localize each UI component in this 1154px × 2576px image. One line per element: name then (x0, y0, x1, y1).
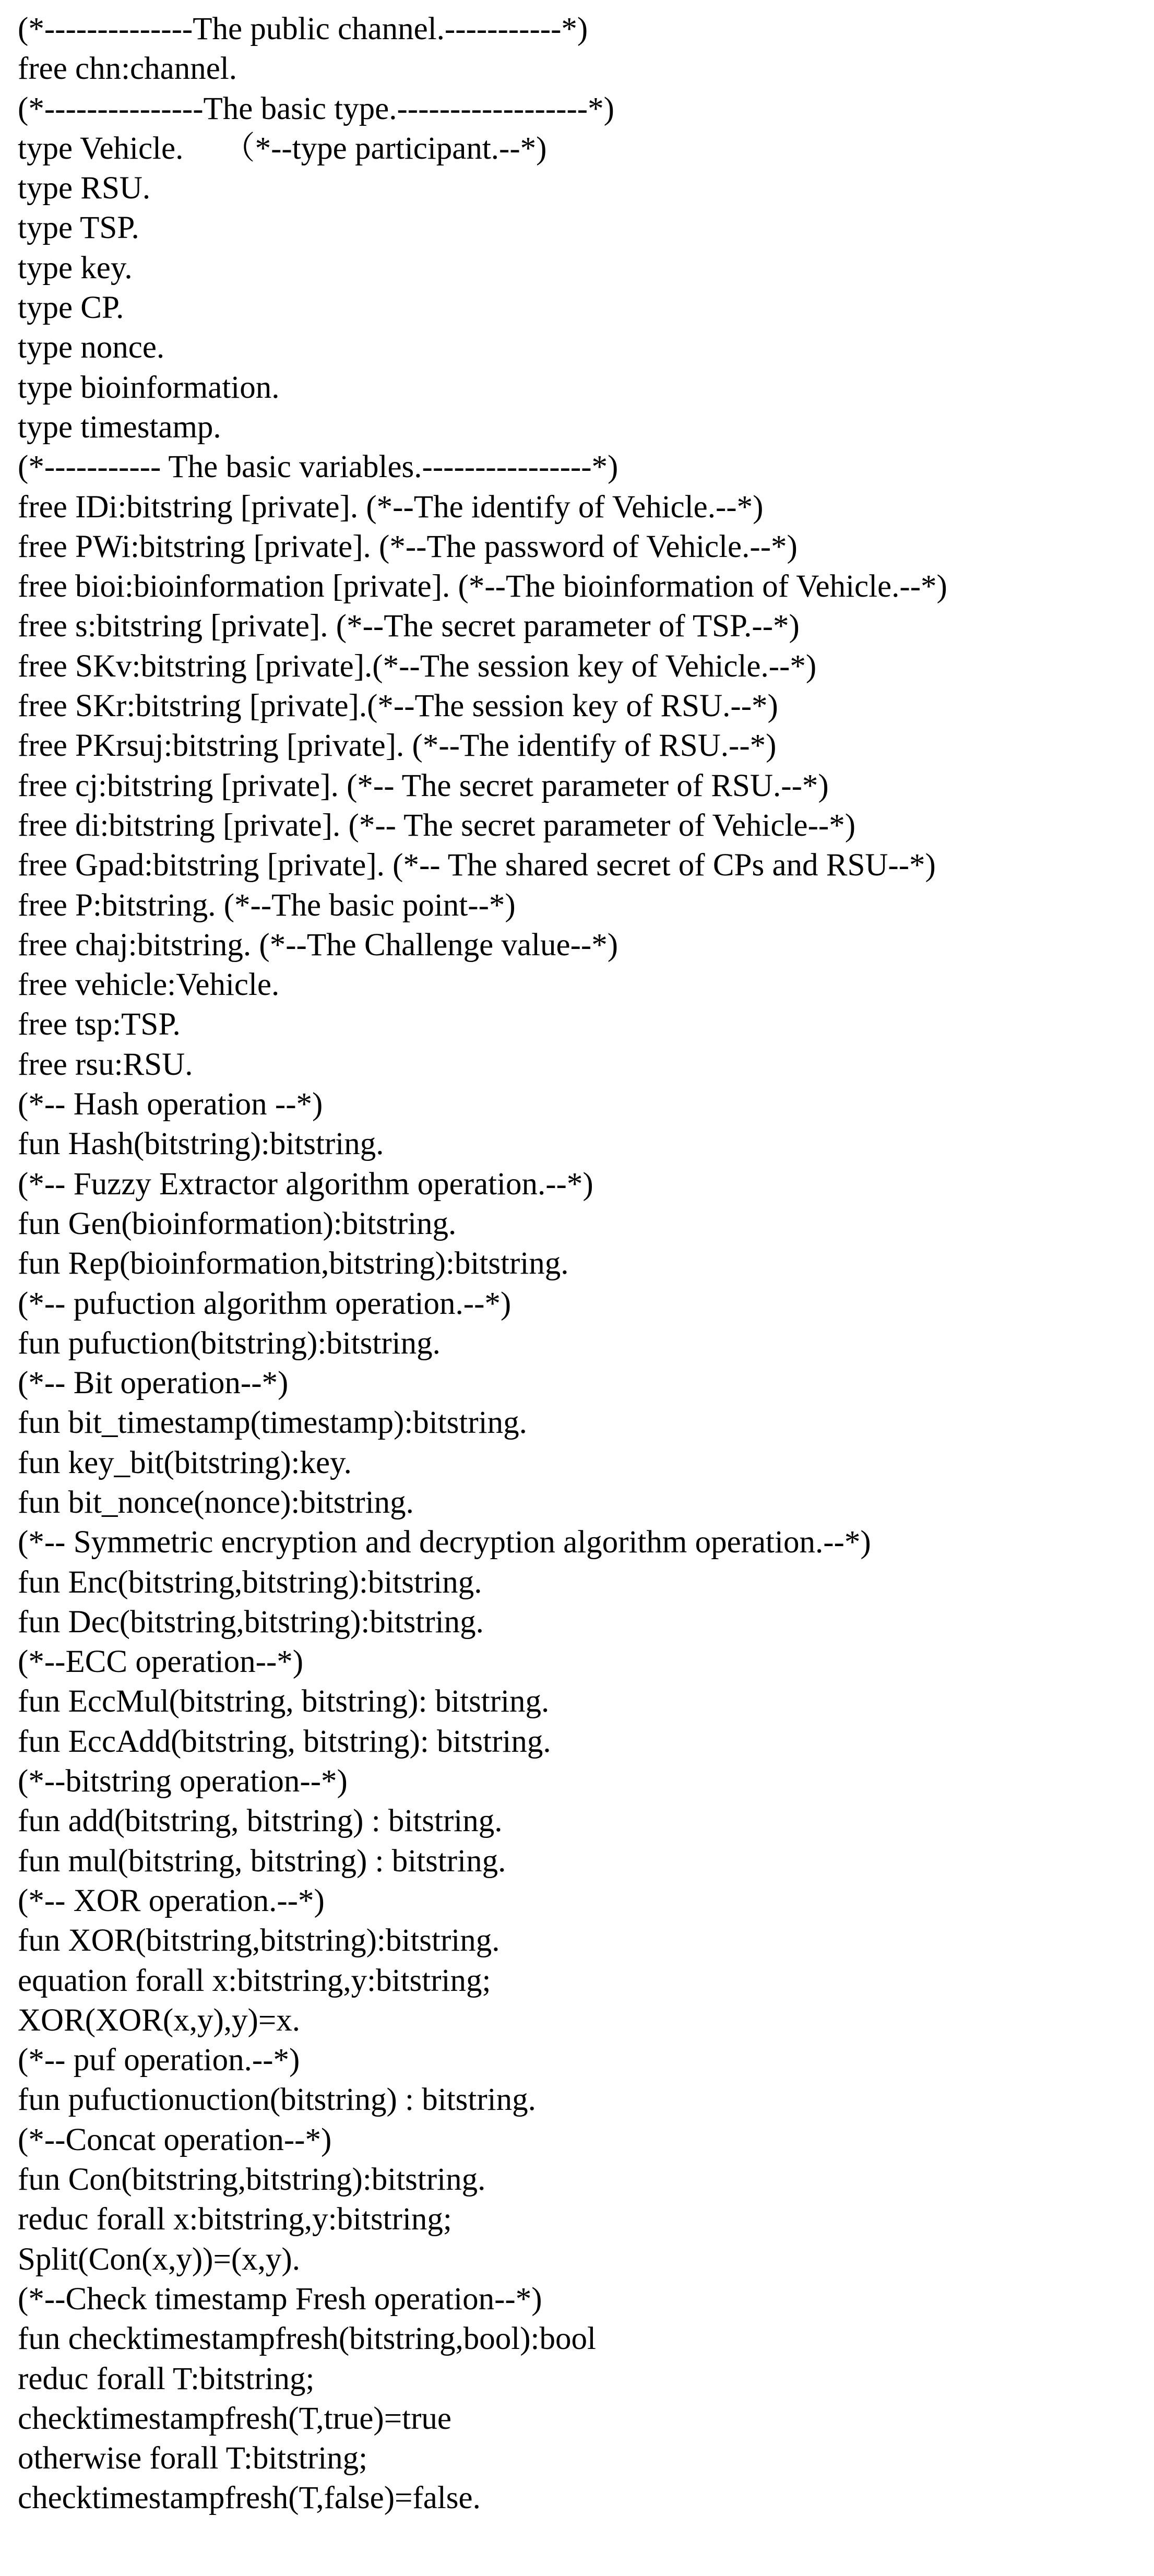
code-line: fun mul(bitstring, bitstring) : bitstring. (18, 1843, 506, 1879)
code-line: type Vehicle. （*--type participant.--*) (18, 130, 547, 166)
code-line: reduc forall T:bitstring; (18, 2361, 315, 2396)
code-line: type RSU. (18, 171, 151, 206)
code-line: (*-- puf operation.--*) (18, 2043, 300, 2078)
code-line: free Gpad:bitstring [private]. (*-- The shared secret of CPs and RSU--*) (18, 848, 936, 883)
code-line: (*-- Fuzzy Extractor algorithm operation.--*) (18, 1166, 593, 1202)
code-line: (*--Concat operation--*) (18, 2122, 332, 2157)
code-line: (*----------- The basic variables.----------------*) (18, 449, 618, 485)
code-line: (*-- XOR operation.--*) (18, 1883, 325, 1918)
code-line: (*-- Symmetric encryption and decryption algorithm operation.--*) (18, 1525, 871, 1560)
code-line: type nonce. (18, 330, 165, 365)
code-line: type bioinformation. (18, 370, 280, 405)
code-line: free di:bitstring [private]. (*-- The secret parameter of Vehicle--*) (18, 808, 856, 843)
code-line: reduc forall x:bitstring,y:bitstring; (18, 2202, 452, 2237)
code-line: fun Enc(bitstring,bitstring):bitstring. (18, 1564, 482, 1600)
code-line: free tsp:TSP. (18, 1007, 181, 1042)
code-line: type TSP. (18, 210, 139, 246)
code-line: fun key_bit(bitstring):key. (18, 1445, 352, 1480)
code-line: fun EccAdd(bitstring, bitstring): bitstring. (18, 1724, 551, 1759)
code-line: free PWi:bitstring [private]. (*--The password of Vehicle.--*) (18, 529, 798, 564)
code-line: free IDi:bitstring [private]. (*--The identify of Vehicle.--*) (18, 489, 764, 525)
code-line: free SKv:bitstring [private].(*--The session key of Vehicle.--*) (18, 648, 817, 684)
code-line: otherwise forall T:bitstring; (18, 2441, 368, 2476)
code-line: fun XOR(bitstring,bitstring):bitstring. (18, 1923, 500, 1958)
code-line: fun pufuction(bitstring):bitstring. (18, 1325, 441, 1361)
code-document (18, 9, 1150, 2519)
code-line: Split(Con(x,y))=(x,y). (18, 2241, 300, 2277)
code-line: fun bit_timestamp(timestamp):bitstring. (18, 1405, 527, 1441)
code-line: fun EccMul(bitstring, bitstring): bitstring. (18, 1684, 550, 1719)
code-line: (*--bitstring operation--*) (18, 1764, 348, 1799)
code-line: free chn:channel. (18, 51, 237, 87)
code-line: free s:bitstring [private]. (*--The secret parameter of TSP.--*) (18, 609, 800, 644)
code-line: equation forall x:bitstring,y:bitstring; (18, 1963, 491, 1998)
code-line: free chaj:bitstring. (*--The Challenge value--*) (18, 927, 618, 963)
code-line: fun Rep(bioinformation,bitstring):bitstring. (18, 1246, 569, 1281)
code-line: free P:bitstring. (*--The basic point--*) (18, 887, 516, 923)
code-line: checktimestampfresh(T,false)=false. (18, 2480, 481, 2516)
code-line: (*-- Hash operation --*) (18, 1087, 323, 1122)
code-line: XOR(XOR(x,y),y)=x. (18, 2002, 300, 2038)
code-line: (*-- pufuction algorithm operation.--*) (18, 1286, 511, 1321)
code-line: free rsu:RSU. (18, 1047, 193, 1082)
code-line: checktimestampfresh(T,true)=true (18, 2401, 451, 2436)
code-line: type CP. (18, 290, 124, 326)
code-line: free SKr:bitstring [private].(*--The session key of RSU.--*) (18, 688, 778, 724)
code-line: (*---------------The basic type.------------------*) (18, 91, 614, 126)
code-line: free PKrsuj:bitstring [private]. (*--The identify of RSU.--*) (18, 728, 777, 764)
code-line: type key. (18, 250, 133, 286)
code-line: fun Hash(bitstring):bitstring. (18, 1126, 384, 1162)
code-line: free vehicle:Vehicle. (18, 967, 280, 1003)
code-line: fun Dec(bitstring,bitstring):bitstring. (18, 1604, 484, 1640)
code-line: (*-- Bit operation--*) (18, 1366, 289, 1401)
code-line: fun Con(bitstring,bitstring):bitstring. (18, 2162, 486, 2198)
code-line: (*--ECC operation--*) (18, 1644, 304, 1680)
code-line: fun bit_nonce(nonce):bitstring. (18, 1485, 414, 1520)
code-line: (*--------------The public channel.-----------*) (18, 11, 588, 46)
code-line: fun Gen(bioinformation):bitstring. (18, 1206, 457, 1241)
code-line: fun pufuctionuction(bitstring) : bitstring. (18, 2082, 536, 2118)
code-line: type timestamp. (18, 409, 221, 445)
code-line: (*--Check timestamp Fresh operation--*) (18, 2281, 542, 2317)
code-line: free cj:bitstring [private]. (*-- The secret parameter of RSU.--*) (18, 768, 829, 803)
code-line: fun add(bitstring, bitstring) : bitstring. (18, 1803, 503, 1839)
code-line: free bioi:bioinformation [private]. (*--The bioinformation of Vehicle.--*) (18, 569, 947, 604)
code-line: fun checktimestampfresh(bitstring,bool):bool (18, 2321, 596, 2357)
